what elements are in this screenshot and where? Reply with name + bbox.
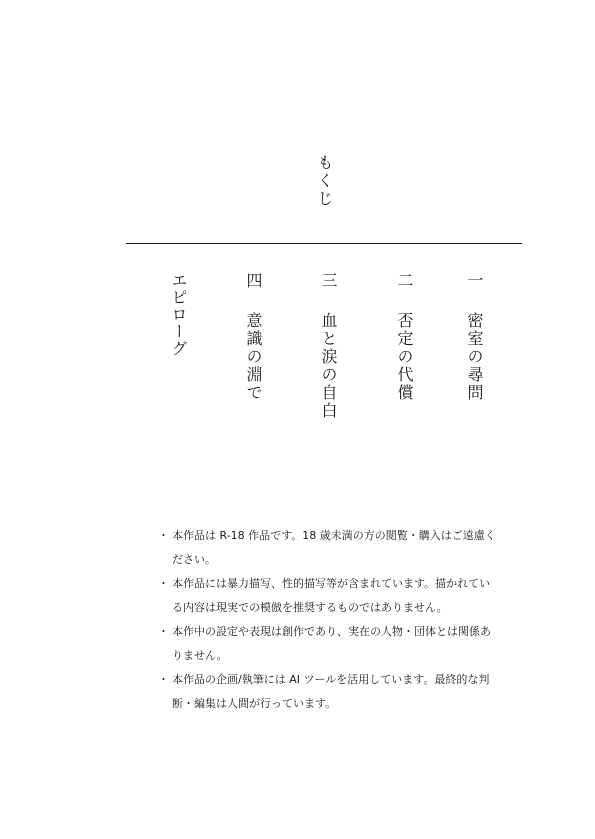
heading-divider [126,243,522,244]
chapter-title: 否定の代償 [395,312,414,402]
notice-item [158,668,498,716]
notice-item [158,620,498,668]
toc-entry-epilogue[interactable] [166,272,190,357]
chapter-number: 一 [465,272,484,288]
chapter-title: 血と涙の自白 [319,312,338,420]
chapter-number: 四 [244,272,263,288]
toc-heading: もくじ [315,154,334,208]
chapter-title: 意識の淵で [244,312,263,402]
content-notices [158,524,498,716]
toc-entry-chapter-4[interactable] [241,272,265,402]
bullet: ・ [158,625,169,638]
chapter-number: 二 [395,272,414,288]
notice-text: 本作中の設定や表現は創作であり、実在の人物・団体とは関係ありません。 [172,625,491,662]
chapter-title: エピローグ [169,272,188,357]
bullet: ・ [158,673,169,686]
notice-text: 本作品には暴力描写、性的描写等が含まれています。描かれている内容は現実での模倣を推奨するものではありません。 [172,577,491,614]
chapter-title: 密室の尋問 [465,312,484,402]
notice-text: 本作品の企画/執筆には AI ツールを活用しています。最終的な判断・編集は人間が行っています。 [172,673,490,710]
toc-entry-chapter-2[interactable] [392,272,416,402]
toc-entry-chapter-1[interactable] [462,272,486,402]
bullet: ・ [158,577,169,590]
notice-item [158,572,498,620]
bullet: ・ [158,529,169,542]
notice-item [158,524,498,572]
toc-entry-chapter-3[interactable] [316,272,340,420]
chapter-number: 三 [319,272,338,288]
notice-text: 本作品は R-18 作品です。18 歳未満の方の閲覧・購入はご遠慮ください。 [172,529,496,566]
